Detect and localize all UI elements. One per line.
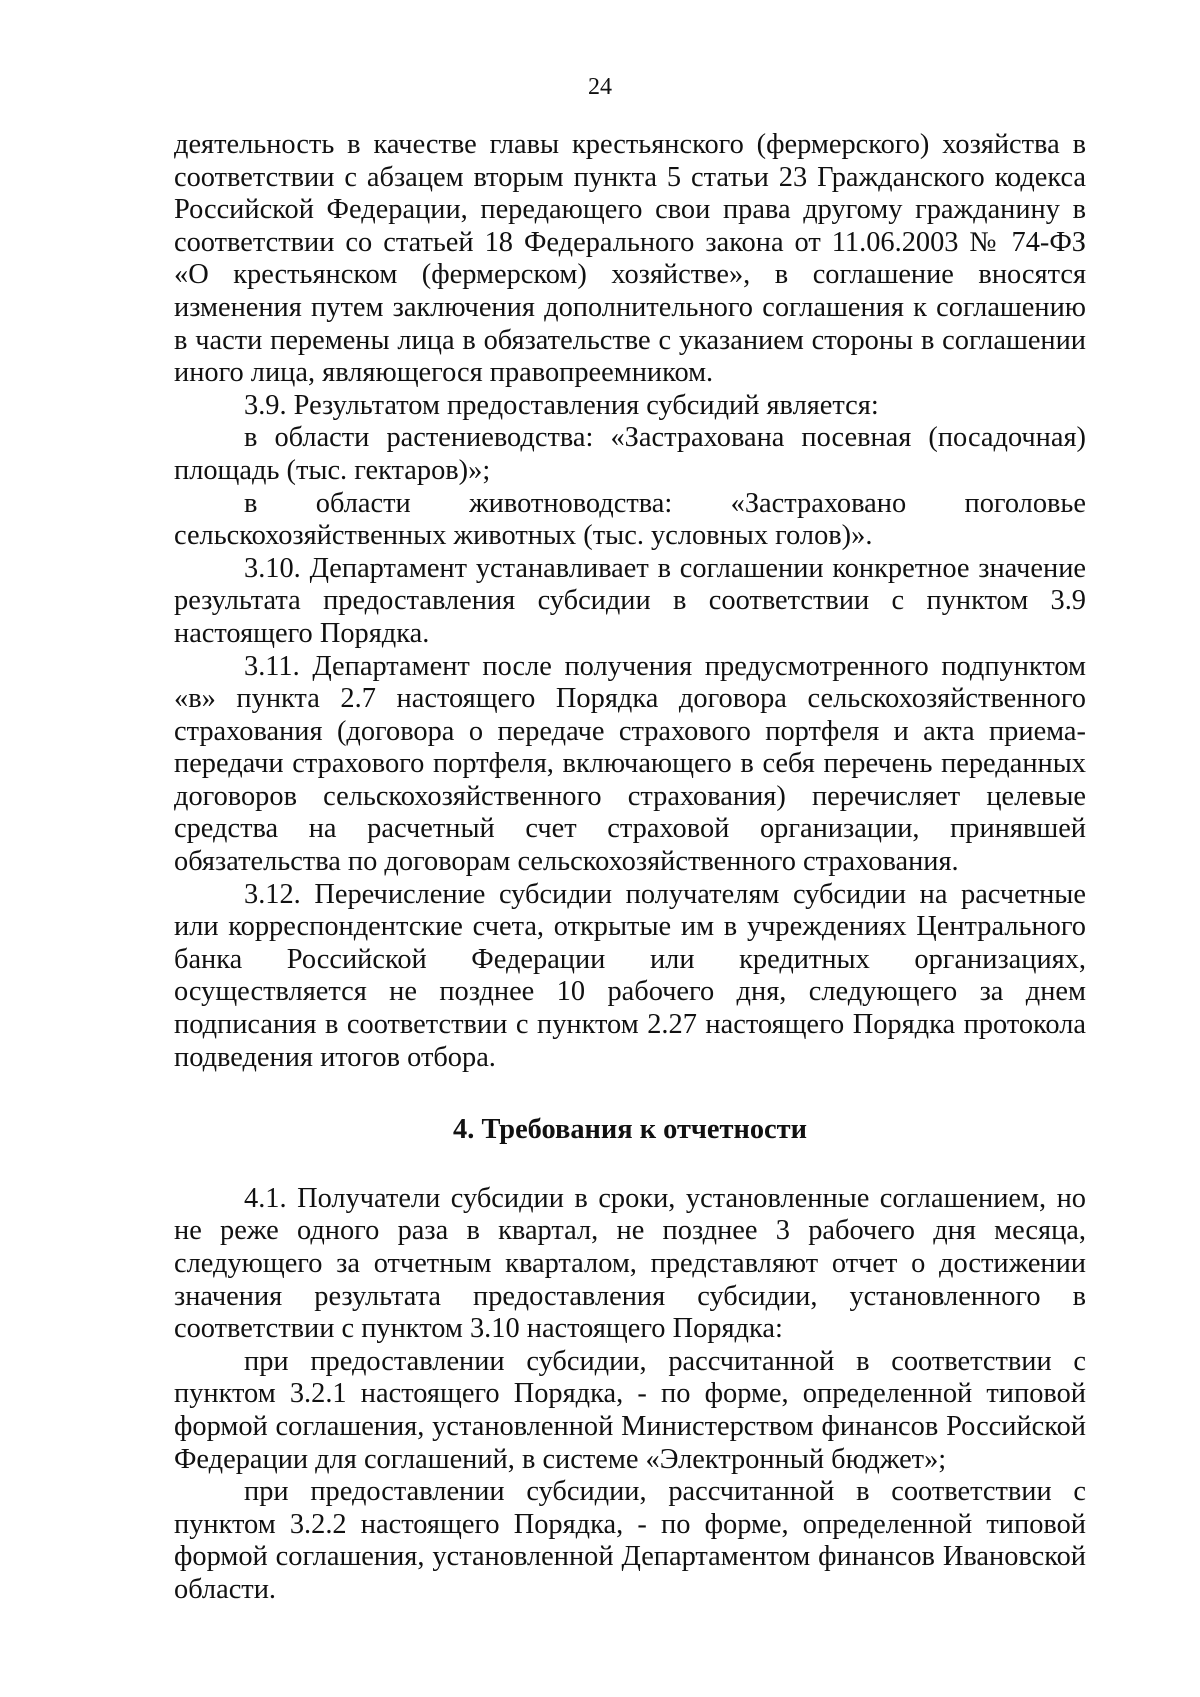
paragraph-4-1: 4.1. Получатели субсидии в сроки, установленные соглашением, но не реже одного раза в квартал, не позднее 3 рабочего дня месяца, следующего за отчетным кварталом, представляют отчет о достижении значения результата предоставления субсидии, установленного в соответствии с пунктом 3.10 настоящего Порядка: xyxy=(174,1182,1086,1345)
paragraph-4-1-federal: при предоставлении субсидии, рассчитанной в соответствии с пунктом 3.2.1 настоящего Порядка, - по форме, определенной типовой формой соглашения, установленной Министерством финансов Российской Федерации для соглашений, в системе «Электронный бюджет»; xyxy=(174,1345,1086,1475)
document-body xyxy=(174,129,1086,1607)
page-number: 24 xyxy=(588,74,612,100)
paragraph-continuation: деятельность в качестве главы крестьянского (фермерского) хозяйства в соответствии с абзацем вторым пункта 5 статьи 23 Гражданского кодекса Российской Федерации, передающего свои права другому гражданину в соответствии со статьей 18 Федерального закона от 11.06.2003 № 74-ФЗ «О крестьянском (фермерском) хозяйстве», в соглашение вносятся изменения путем заключения дополнительного соглашения к соглашению в части перемены лица в обязательстве с указанием стороны в соглашении иного лица, являющегося правопреемником. xyxy=(174,129,1086,389)
paragraph-3-10: 3.10. Департамент устанавливает в соглашении конкретное значение результата предоставления субсидии в соответствии с пунктом 3.9 настоящего Порядка. xyxy=(174,552,1086,649)
paragraph-3-9: 3.9. Результатом предоставления субсидий является: xyxy=(244,389,879,421)
paragraph-4-1-regional: при предоставлении субсидии, рассчитанной в соответствии с пунктом 3.2.2 настоящего Порядка, - по форме, определенной типовой формой соглашения, установленной Департаментом финансов Ивановской области. xyxy=(174,1476,1086,1605)
section-heading: 4. Требования к отчетности xyxy=(453,1114,807,1146)
paragraph-3-9-crop: в области растениеводства: «Застрахована посевная (посадочная) площадь (тыс. гектаров)»; xyxy=(174,422,1086,486)
paragraph-3-11: 3.11. Департамент после получения предусмотренного подпунктом «в» пункта 2.7 настоящего Порядка договора сельскохозяйственного страхования (договора о передаче страхового портфеля и акта приема-передачи страхового портфеля, включающего в себя перечень переданных договоров сельскохозяйственного страхования) перечисляет целевые средства на расчетный счет страховой организации, принявшей обязательства по договорам сельскохозяйственного страхования. xyxy=(174,650,1086,878)
paragraph-3-12: 3.12. Перечисление субсидии получателям субсидии на расчетные или корреспондентские счета, открытые им в учреждениях Центрального банка Российской Федерации или кредитных организациях, осуществляется не позднее 10 рабочего дня, следующего за днем подписания в соответствии с пунктом 2.27 настоящего Порядка протокола подведения итогов отбора. xyxy=(174,878,1086,1073)
paragraph-3-9-livestock: в области животноводства: «Застраховано поголовье сельскохозяйственных животных (тыс. условных голов)». xyxy=(174,487,1086,552)
